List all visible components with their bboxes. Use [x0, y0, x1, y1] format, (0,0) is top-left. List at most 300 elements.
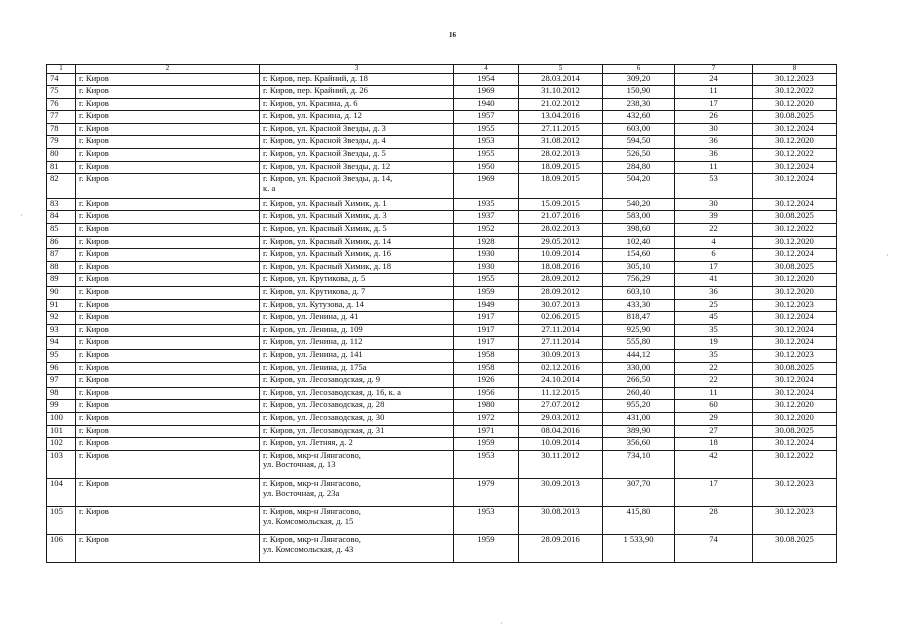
row-number-cell: 74 — [47, 73, 76, 86]
relocation-deadline-cell: 30.12.2022 — [753, 450, 837, 478]
address-cell — [260, 287, 454, 300]
housing-registry-table — [46, 64, 837, 563]
area-cell: 389,90 — [603, 425, 675, 438]
address-cell — [260, 425, 454, 438]
row-number-cell: 89 — [47, 274, 76, 287]
address-line: ул. Восточная, д. 23а — [263, 487, 340, 498]
row-number-cell: 88 — [47, 261, 76, 274]
survey-date-cell: 28.09.2012 — [519, 274, 603, 287]
survey-date-cell: 28.02.2013 — [519, 224, 603, 237]
row-number-cell: 87 — [47, 249, 76, 262]
row-number-cell: 100 — [47, 412, 76, 425]
address-cell — [260, 236, 454, 249]
year-built-cell: 1955 — [454, 274, 519, 287]
residents-count-cell: 11 — [675, 387, 753, 400]
address-line: г. Киров, ул. Крутикова, д. 7 — [263, 286, 366, 296]
address-line: ул. Восточная, д. 13 — [263, 459, 336, 470]
row-number-cell: 96 — [47, 362, 76, 375]
area-cell: 583,00 — [603, 211, 675, 224]
year-built-cell: 1940 — [454, 98, 519, 111]
residents-count-cell: 36 — [675, 287, 753, 300]
row-number-cell: 80 — [47, 149, 76, 162]
survey-date-cell: 31.10.2012 — [519, 86, 603, 99]
address-line: г. Киров, ул. Красной Звезды, д. 4 — [263, 135, 386, 146]
row-number-cell: 105 — [47, 507, 76, 535]
address-cell — [260, 412, 454, 425]
survey-date-cell: 28.09.2016 — [519, 535, 603, 563]
address-line: г. Киров, пер. Крайний, д. 26 — [263, 85, 368, 96]
column-header: 7 — [675, 65, 753, 74]
area-cell: 309,20 — [603, 73, 675, 86]
table-row — [47, 478, 837, 506]
residents-count-cell: 30 — [675, 198, 753, 211]
address-line: г. Киров, ул. Красной Звезды, д. 3 — [263, 123, 386, 133]
relocation-deadline-cell: 30.12.2024 — [753, 324, 837, 337]
address-line: г. Киров, ул. Красной Звезды, д. 14, — [263, 173, 393, 184]
area-cell: 284,80 — [603, 161, 675, 174]
area-cell: 238,30 — [603, 98, 675, 111]
year-built-cell: 1952 — [454, 224, 519, 237]
row-number-cell: 76 — [47, 98, 76, 111]
table-row — [47, 324, 837, 337]
residents-count-cell: 30 — [675, 123, 753, 136]
relocation-deadline-cell: 30.12.2020 — [753, 236, 837, 249]
relocation-deadline-cell: 30.12.2020 — [753, 287, 837, 300]
column-header: 4 — [454, 65, 519, 74]
relocation-deadline-cell: 30.12.2024 — [753, 387, 837, 400]
residents-count-cell: 53 — [675, 174, 753, 199]
address-cell — [260, 312, 454, 325]
address-line: г. Киров, ул. Красной Звезды, д. 12 — [263, 161, 391, 171]
table-row — [47, 198, 837, 211]
survey-date-cell: 29.05.2012 — [519, 236, 603, 249]
row-number-cell: 85 — [47, 224, 76, 237]
year-built-cell: 1969 — [454, 86, 519, 99]
survey-date-cell: 10.09.2014 — [519, 249, 603, 262]
relocation-deadline-cell: 30.12.2024 — [753, 198, 837, 211]
municipality-cell: г. Киров — [76, 86, 260, 99]
residents-count-cell: 42 — [675, 450, 753, 478]
residents-count-cell: 28 — [675, 507, 753, 535]
municipality-cell: г. Киров — [76, 161, 260, 174]
residents-count-cell: 17 — [675, 98, 753, 111]
residents-count-cell: 22 — [675, 375, 753, 388]
year-built-cell: 1917 — [454, 324, 519, 337]
year-built-cell: 1958 — [454, 362, 519, 375]
survey-date-cell: 11.12.2015 — [519, 387, 603, 400]
address-cell — [260, 450, 454, 478]
relocation-deadline-cell: 30.08.2025 — [753, 211, 837, 224]
municipality-cell: г. Киров — [76, 149, 260, 162]
residents-count-cell: 41 — [675, 274, 753, 287]
relocation-deadline-cell: 30.12.2020 — [753, 136, 837, 149]
address-cell — [260, 136, 454, 149]
municipality-cell: г. Киров — [76, 438, 260, 451]
address-line: г. Киров, пер. Крайний, д. 18 — [263, 73, 368, 83]
area-cell: 266,50 — [603, 375, 675, 388]
survey-date-cell: 30.07.2013 — [519, 299, 603, 312]
address-line: г. Киров, ул. Лесозаводская, д. 9 — [263, 374, 381, 385]
address-line: г. Киров, ул. Лесозаводская, д. 31 — [263, 425, 385, 435]
column-header: 3 — [260, 65, 454, 74]
year-built-cell: 1959 — [454, 287, 519, 300]
table-row — [47, 111, 837, 124]
table-row — [47, 507, 837, 535]
table-row — [47, 287, 837, 300]
survey-date-cell: 27.11.2014 — [519, 337, 603, 350]
year-built-cell: 1953 — [454, 136, 519, 149]
year-built-cell: 1979 — [454, 478, 519, 506]
area-cell: 756,29 — [603, 274, 675, 287]
row-number-cell: 101 — [47, 425, 76, 438]
municipality-cell: г. Киров — [76, 507, 260, 535]
year-built-cell: 1972 — [454, 412, 519, 425]
year-built-cell: 1959 — [454, 535, 519, 563]
table-row — [47, 174, 837, 199]
address-line: ул. Комсомольская, д. 43 — [263, 543, 354, 554]
row-number-cell: 98 — [47, 387, 76, 400]
municipality-cell: г. Киров — [76, 261, 260, 274]
relocation-deadline-cell: 30.12.2023 — [753, 507, 837, 535]
relocation-deadline-cell: 30.12.2024 — [753, 438, 837, 451]
municipality-cell: г. Киров — [76, 198, 260, 211]
year-built-cell: 1954 — [454, 73, 519, 86]
area-cell: 526,50 — [603, 149, 675, 162]
year-built-cell: 1950 — [454, 161, 519, 174]
year-built-cell: 1971 — [454, 425, 519, 438]
residents-count-cell: 19 — [675, 337, 753, 350]
address-cell — [260, 438, 454, 451]
survey-date-cell: 31.08.2012 — [519, 136, 603, 149]
area-cell: 955,20 — [603, 400, 675, 413]
municipality-cell: г. Киров — [76, 324, 260, 337]
table-row — [47, 412, 837, 425]
municipality-cell: г. Киров — [76, 211, 260, 224]
survey-date-cell: 28.09.2012 — [519, 287, 603, 300]
year-built-cell: 1926 — [454, 375, 519, 388]
residents-count-cell: 11 — [675, 161, 753, 174]
year-built-cell: 1917 — [454, 312, 519, 325]
row-number-cell: 78 — [47, 123, 76, 136]
relocation-deadline-cell: 30.12.2024 — [753, 337, 837, 350]
address-cell — [260, 198, 454, 211]
address-line: г. Киров, мкр-н Лянгасово, — [263, 534, 361, 545]
relocation-deadline-cell: 30.12.2023 — [753, 73, 837, 86]
area-cell: 154,60 — [603, 249, 675, 262]
survey-date-cell: 21.07.2016 — [519, 211, 603, 224]
municipality-cell: г. Киров — [76, 274, 260, 287]
residents-count-cell: 17 — [675, 478, 753, 506]
row-number-cell: 83 — [47, 198, 76, 211]
table-row — [47, 136, 837, 149]
address-line: г. Киров, ул. Красный Химик, д. 16 — [263, 248, 391, 259]
relocation-deadline-cell: 30.12.2024 — [753, 312, 837, 325]
address-cell — [260, 507, 454, 535]
municipality-cell: г. Киров — [76, 287, 260, 300]
residents-count-cell: 35 — [675, 324, 753, 337]
relocation-deadline-cell: 30.12.2024 — [753, 174, 837, 199]
row-number-cell: 84 — [47, 211, 76, 224]
address-line: г. Киров, ул. Красный Химик, д. 1 — [263, 198, 387, 208]
table-row — [47, 349, 837, 362]
survey-date-cell: 29.03.2012 — [519, 412, 603, 425]
area-cell: 540,20 — [603, 198, 675, 211]
area-cell: 555,80 — [603, 337, 675, 350]
survey-date-cell: 02.12.2016 — [519, 362, 603, 375]
relocation-deadline-cell: 30.08.2025 — [753, 535, 837, 563]
area-cell: 603,10 — [603, 287, 675, 300]
column-header: 2 — [76, 65, 260, 74]
municipality-cell: г. Киров — [76, 73, 260, 86]
registry-body — [47, 73, 837, 563]
year-built-cell: 1917 — [454, 337, 519, 350]
relocation-deadline-cell: 30.12.2022 — [753, 224, 837, 237]
area-cell: 102,40 — [603, 236, 675, 249]
row-number-cell: 79 — [47, 136, 76, 149]
area-cell: 330,00 — [603, 362, 675, 375]
row-number-cell: 75 — [47, 86, 76, 99]
residents-count-cell: 22 — [675, 224, 753, 237]
area-cell: 305,10 — [603, 261, 675, 274]
relocation-deadline-cell: 30.08.2025 — [753, 111, 837, 124]
table-row — [47, 249, 837, 262]
area-cell: 150,90 — [603, 86, 675, 99]
area-cell: 432,60 — [603, 111, 675, 124]
row-number-cell: 106 — [47, 535, 76, 563]
row-number-cell: 104 — [47, 478, 76, 506]
address-cell — [260, 478, 454, 506]
municipality-cell: г. Киров — [76, 387, 260, 400]
year-built-cell: 1957 — [454, 111, 519, 124]
table-row — [47, 236, 837, 249]
survey-date-cell: 02.06.2015 — [519, 312, 603, 325]
address-line: г. Киров, ул. Красный Химик, д. 3 — [263, 210, 387, 221]
residents-count-cell: 29 — [675, 412, 753, 425]
municipality-cell: г. Киров — [76, 362, 260, 375]
residents-count-cell: 4 — [675, 236, 753, 249]
municipality-cell: г. Киров — [76, 224, 260, 237]
row-number-cell: 93 — [47, 324, 76, 337]
table-row — [47, 337, 837, 350]
municipality-cell: г. Киров — [76, 174, 260, 199]
municipality-cell: г. Киров — [76, 412, 260, 425]
area-cell: 415,80 — [603, 507, 675, 535]
table-row — [47, 224, 837, 237]
row-number-cell: 95 — [47, 349, 76, 362]
address-line: г. Киров, ул. Красный Химик, д. 5 — [263, 223, 387, 234]
residents-count-cell: 26 — [675, 111, 753, 124]
address-line: г. Киров, ул. Красина, д. 6 — [263, 98, 358, 108]
page-number: 16 — [449, 31, 456, 39]
municipality-cell: г. Киров — [76, 375, 260, 388]
survey-date-cell: 28.02.2013 — [519, 149, 603, 162]
residents-count-cell: 11 — [675, 86, 753, 99]
area-cell: 444,12 — [603, 349, 675, 362]
row-number-cell: 81 — [47, 161, 76, 174]
row-number-cell: 92 — [47, 312, 76, 325]
relocation-deadline-cell: 30.12.2023 — [753, 478, 837, 506]
relocation-deadline-cell: 30.12.2024 — [753, 375, 837, 388]
survey-date-cell: 30.09.2013 — [519, 478, 603, 506]
table-row — [47, 274, 837, 287]
table-row — [47, 211, 837, 224]
table-row — [47, 362, 837, 375]
address-cell — [260, 261, 454, 274]
area-cell: 356,60 — [603, 438, 675, 451]
column-header: 8 — [753, 65, 837, 74]
address-cell — [260, 337, 454, 350]
residents-count-cell: 60 — [675, 400, 753, 413]
row-number-cell: 86 — [47, 236, 76, 249]
address-cell — [260, 324, 454, 337]
address-line: г. Киров, ул. Ленина, д. 109 — [263, 324, 363, 334]
survey-date-cell: 08.04.2016 — [519, 425, 603, 438]
area-cell: 260,40 — [603, 387, 675, 400]
area-cell: 603,00 — [603, 123, 675, 136]
row-number-cell: 82 — [47, 174, 76, 199]
year-built-cell: 1980 — [454, 400, 519, 413]
row-number-cell: 99 — [47, 400, 76, 413]
year-built-cell: 1956 — [454, 387, 519, 400]
residents-count-cell: 22 — [675, 362, 753, 375]
year-built-cell: 1949 — [454, 299, 519, 312]
survey-date-cell: 18.08.2016 — [519, 261, 603, 274]
year-built-cell: 1958 — [454, 349, 519, 362]
row-number-cell: 102 — [47, 438, 76, 451]
row-number-cell: 90 — [47, 287, 76, 300]
municipality-cell: г. Киров — [76, 98, 260, 111]
area-cell: 734,10 — [603, 450, 675, 478]
municipality-cell: г. Киров — [76, 535, 260, 563]
survey-date-cell: 10.09.2014 — [519, 438, 603, 451]
area-cell: 431,00 — [603, 412, 675, 425]
survey-date-cell: 27.07.2012 — [519, 400, 603, 413]
row-number-cell: 77 — [47, 111, 76, 124]
address-line: г. Киров, ул. Лесозаводская, д. 30 — [263, 412, 385, 422]
survey-date-cell: 27.11.2014 — [519, 324, 603, 337]
year-built-cell: 1928 — [454, 236, 519, 249]
address-line: ул. Комсомольская, д. 15 — [263, 515, 354, 526]
year-built-cell: 1953 — [454, 450, 519, 478]
address-cell — [260, 375, 454, 388]
table-row — [47, 535, 837, 563]
relocation-deadline-cell: 30.08.2025 — [753, 425, 837, 438]
area-cell: 307,70 — [603, 478, 675, 506]
column-header: 1 — [47, 65, 76, 74]
table-row — [47, 149, 837, 162]
area-cell: 1 533,90 — [603, 535, 675, 563]
address-cell — [260, 387, 454, 400]
municipality-cell: г. Киров — [76, 400, 260, 413]
residents-count-cell: 36 — [675, 149, 753, 162]
survey-date-cell: 18.09.2015 — [519, 161, 603, 174]
year-built-cell: 1930 — [454, 261, 519, 274]
relocation-deadline-cell: 30.12.2022 — [753, 86, 837, 99]
municipality-cell: г. Киров — [76, 349, 260, 362]
survey-date-cell: 24.10.2014 — [519, 375, 603, 388]
area-cell: 433,30 — [603, 299, 675, 312]
address-cell — [260, 98, 454, 111]
year-built-cell: 1953 — [454, 507, 519, 535]
residents-count-cell: 25 — [675, 299, 753, 312]
relocation-deadline-cell: 30.12.2020 — [753, 412, 837, 425]
address-line: г. Киров, ул. Ленина, д. 112 — [263, 336, 363, 347]
address-cell — [260, 149, 454, 162]
address-line: г. Киров, ул. Летняя, д. 2 — [263, 437, 353, 448]
municipality-cell: г. Киров — [76, 299, 260, 312]
column-number-row — [47, 65, 837, 74]
table-row — [47, 438, 837, 451]
year-built-cell: 1959 — [454, 438, 519, 451]
table-row — [47, 86, 837, 99]
address-cell — [260, 299, 454, 312]
table-row — [47, 387, 837, 400]
column-header: 5 — [519, 65, 603, 74]
address-line: г. Киров, ул. Красной Звезды, д. 5 — [263, 148, 386, 159]
relocation-deadline-cell: 30.12.2022 — [753, 149, 837, 162]
residents-count-cell: 74 — [675, 535, 753, 563]
address-line: г. Киров, ул. Ленина, д. 141 — [263, 349, 363, 359]
table-row — [47, 73, 837, 86]
relocation-deadline-cell: 30.12.2020 — [753, 274, 837, 287]
year-built-cell: 1937 — [454, 211, 519, 224]
residents-count-cell: 45 — [675, 312, 753, 325]
relocation-deadline-cell: 30.12.2024 — [753, 249, 837, 262]
survey-date-cell: 21.02.2012 — [519, 98, 603, 111]
address-line: г. Киров, мкр-н Лянгасово, — [263, 506, 361, 517]
row-number-cell: 91 — [47, 299, 76, 312]
area-cell: 504,20 — [603, 174, 675, 199]
relocation-deadline-cell: 30.12.2024 — [753, 123, 837, 136]
address-cell — [260, 349, 454, 362]
address-line: г. Киров, ул. Лесозаводская, д. 16, к. а — [263, 387, 401, 397]
table-row — [47, 450, 837, 478]
municipality-cell: г. Киров — [76, 111, 260, 124]
municipality-cell: г. Киров — [76, 236, 260, 249]
address-cell — [260, 123, 454, 136]
address-cell — [260, 400, 454, 413]
table-row — [47, 425, 837, 438]
address-line: г. Киров, мкр-н Лянгасово, — [263, 450, 361, 460]
address-cell — [260, 362, 454, 375]
year-built-cell: 1930 — [454, 249, 519, 262]
table-row — [47, 312, 837, 325]
survey-date-cell: 27.11.2015 — [519, 123, 603, 136]
address-cell — [260, 86, 454, 99]
survey-date-cell: 30.11.2012 — [519, 450, 603, 478]
address-cell — [260, 73, 454, 86]
relocation-deadline-cell: 30.08.2025 — [753, 261, 837, 274]
municipality-cell: г. Киров — [76, 123, 260, 136]
address-line: г. Киров, ул. Ленина, д. 175а — [263, 362, 367, 372]
address-line: г. Киров, ул. Красина, д. 12 — [263, 110, 362, 121]
area-cell: 398,60 — [603, 224, 675, 237]
address-cell — [260, 535, 454, 563]
year-built-cell: 1935 — [454, 198, 519, 211]
row-number-cell: 103 — [47, 450, 76, 478]
table-row — [47, 400, 837, 413]
survey-date-cell: 28.03.2014 — [519, 73, 603, 86]
relocation-deadline-cell: 30.12.2020 — [753, 400, 837, 413]
relocation-deadline-cell: 30.12.2020 — [753, 98, 837, 111]
address-line: г. Киров, мкр-н Лянгасово, — [263, 478, 361, 488]
table-row — [47, 98, 837, 111]
residents-count-cell: 39 — [675, 211, 753, 224]
survey-date-cell: 15.09.2015 — [519, 198, 603, 211]
survey-date-cell: 30.08.2013 — [519, 507, 603, 535]
year-built-cell: 1955 — [454, 123, 519, 136]
year-built-cell: 1969 — [454, 174, 519, 199]
